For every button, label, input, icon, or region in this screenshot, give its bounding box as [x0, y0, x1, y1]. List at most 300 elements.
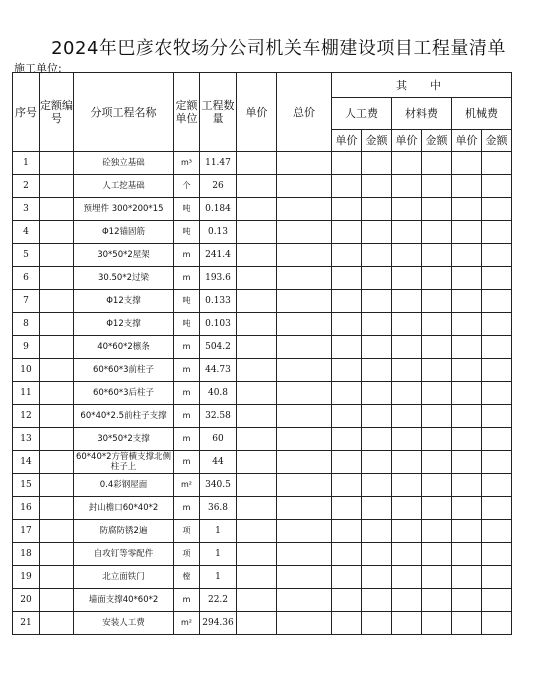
header-labor-price: 单价 [332, 130, 362, 152]
quota-no-cell [40, 497, 74, 520]
unit-cell: m [174, 244, 200, 267]
material-price-cell [392, 543, 422, 566]
unit-price-cell [237, 451, 277, 474]
machine-price-cell [452, 520, 482, 543]
material-price-cell [392, 428, 422, 451]
total-price-cell [277, 451, 332, 474]
machine-amount-cell [482, 451, 512, 474]
material-price-cell [392, 336, 422, 359]
material-price-cell [392, 589, 422, 612]
labor-price-cell [332, 428, 362, 451]
machine-amount-cell [482, 405, 512, 428]
machine-amount-cell [482, 497, 512, 520]
material-price-cell [392, 359, 422, 382]
seq-cell: 17 [13, 520, 40, 543]
unit-price-cell [237, 589, 277, 612]
material-amount-cell [422, 566, 452, 589]
labor-price-cell [332, 589, 362, 612]
seq-cell: 2 [13, 175, 40, 198]
seq-cell: 9 [13, 336, 40, 359]
total-price-cell [277, 566, 332, 589]
machine-amount-cell [482, 244, 512, 267]
quantity-cell: 241.4 [200, 244, 237, 267]
header-material-price: 单价 [392, 130, 422, 152]
machine-price-cell [452, 290, 482, 313]
labor-price-cell [332, 152, 362, 175]
material-price-cell [392, 267, 422, 290]
unit-cell: m³ [174, 152, 200, 175]
material-amount-cell [422, 451, 452, 474]
unit-price-cell [237, 267, 277, 290]
item-name-cell: 封山檐口60*40*2 [74, 497, 174, 520]
material-amount-cell [422, 290, 452, 313]
table-row [13, 543, 512, 566]
machine-price-cell [452, 451, 482, 474]
material-price-cell [392, 497, 422, 520]
header-unit-price: 单价 [237, 73, 277, 152]
unit-cell: m [174, 405, 200, 428]
machine-amount-cell [482, 290, 512, 313]
machine-price-cell [452, 543, 482, 566]
quantity-cell: 44.73 [200, 359, 237, 382]
item-name-cell: 60*40*2方管横支撑北侧柱子上 [74, 451, 174, 474]
header-of-which: 其 中 [332, 73, 512, 98]
unit-cell: 吨 [174, 313, 200, 336]
labor-amount-cell [362, 497, 392, 520]
unit-cell: m [174, 428, 200, 451]
table-row [13, 589, 512, 612]
table-row [13, 198, 512, 221]
labor-amount-cell [362, 589, 392, 612]
unit-price-cell [237, 520, 277, 543]
table-row [13, 382, 512, 405]
material-price-cell [392, 405, 422, 428]
unit-cell: 吨 [174, 221, 200, 244]
item-name-cell: 人工挖基础 [74, 175, 174, 198]
material-price-cell [392, 612, 422, 635]
material-amount-cell [422, 336, 452, 359]
quantity-cell: 1 [200, 543, 237, 566]
header-labor: 人工费 [332, 98, 392, 130]
seq-cell: 7 [13, 290, 40, 313]
quota-no-cell [40, 451, 74, 474]
total-price-cell [277, 382, 332, 405]
labor-price-cell [332, 520, 362, 543]
quota-no-cell [40, 313, 74, 336]
document-title: 2024年巴彦农牧场分公司机关车棚建设项目工程量清单 [51, 38, 506, 59]
quota-no-cell [40, 405, 74, 428]
quota-no-cell [40, 244, 74, 267]
unit-cell: m [174, 589, 200, 612]
quota-no-cell [40, 336, 74, 359]
machine-price-cell [452, 152, 482, 175]
material-amount-cell [422, 474, 452, 497]
seq-cell: 15 [13, 474, 40, 497]
seq-cell: 10 [13, 359, 40, 382]
machine-price-cell [452, 313, 482, 336]
material-price-cell [392, 313, 422, 336]
header-machine-amount: 金额 [482, 130, 512, 152]
labor-price-cell [332, 497, 362, 520]
labor-price-cell [332, 313, 362, 336]
material-amount-cell [422, 244, 452, 267]
labor-price-cell [332, 336, 362, 359]
labor-price-cell [332, 244, 362, 267]
seq-cell: 5 [13, 244, 40, 267]
machine-amount-cell [482, 152, 512, 175]
unit-price-cell [237, 428, 277, 451]
machine-amount-cell [482, 198, 512, 221]
seq-cell: 18 [13, 543, 40, 566]
total-price-cell [277, 175, 332, 198]
labor-amount-cell [362, 290, 392, 313]
header-seq: 序号 [13, 73, 40, 152]
labor-amount-cell [362, 612, 392, 635]
quantity-cell: 504.2 [200, 336, 237, 359]
unit-price-cell [237, 566, 277, 589]
quantity-cell: 340.5 [200, 474, 237, 497]
item-name-cell: 60*60*3前柱子 [74, 359, 174, 382]
quantity-cell: 294.36 [200, 612, 237, 635]
material-amount-cell [422, 543, 452, 566]
labor-price-cell [332, 451, 362, 474]
material-amount-cell [422, 497, 452, 520]
quota-no-cell [40, 221, 74, 244]
header-material: 材料费 [392, 98, 452, 130]
labor-price-cell [332, 267, 362, 290]
unit-price-cell [237, 359, 277, 382]
machine-price-cell [452, 612, 482, 635]
seq-cell: 21 [13, 612, 40, 635]
unit-cell: 项 [174, 520, 200, 543]
total-price-cell [277, 152, 332, 175]
item-name-cell: 40*60*2檩条 [74, 336, 174, 359]
material-price-cell [392, 198, 422, 221]
total-price-cell [277, 520, 332, 543]
table-row [13, 244, 512, 267]
labor-price-cell [332, 566, 362, 589]
quantity-cell: 0.103 [200, 313, 237, 336]
item-name-cell: Φ12支撑 [74, 290, 174, 313]
item-name-cell: 防腐防锈2遍 [74, 520, 174, 543]
quantity-cell: 22.2 [200, 589, 237, 612]
machine-price-cell [452, 244, 482, 267]
material-price-cell [392, 474, 422, 497]
total-price-cell [277, 612, 332, 635]
machine-price-cell [452, 267, 482, 290]
machine-amount-cell [482, 313, 512, 336]
unit-cell: 个 [174, 175, 200, 198]
unit-price-cell [237, 336, 277, 359]
total-price-cell [277, 359, 332, 382]
total-price-cell [277, 336, 332, 359]
table-row [13, 175, 512, 198]
item-name-cell: 自攻钉等零配件 [74, 543, 174, 566]
labor-price-cell [332, 198, 362, 221]
header-labor-amount: 金额 [362, 130, 392, 152]
header-machine: 机械费 [452, 98, 512, 130]
item-name-cell: 30*50*2支撑 [74, 428, 174, 451]
labor-amount-cell [362, 267, 392, 290]
item-name-cell: 60*60*3后柱子 [74, 382, 174, 405]
seq-cell: 12 [13, 405, 40, 428]
table-row [13, 336, 512, 359]
quota-no-cell [40, 543, 74, 566]
labor-amount-cell [362, 382, 392, 405]
unit-cell: m [174, 382, 200, 405]
unit-price-cell [237, 474, 277, 497]
labor-amount-cell [362, 543, 392, 566]
material-price-cell [392, 566, 422, 589]
quantity-cell: 60 [200, 428, 237, 451]
material-amount-cell [422, 428, 452, 451]
quota-no-cell [40, 566, 74, 589]
construction-unit-label: 施工单位: [14, 62, 62, 75]
quota-no-cell [40, 428, 74, 451]
table-row [13, 152, 512, 175]
material-price-cell [392, 290, 422, 313]
item-name-cell: 砼独立基础 [74, 152, 174, 175]
quantity-cell: 0.133 [200, 290, 237, 313]
machine-amount-cell [482, 336, 512, 359]
material-amount-cell [422, 221, 452, 244]
item-name-cell: Φ12支撑 [74, 313, 174, 336]
table-row [13, 405, 512, 428]
unit-cell: m² [174, 474, 200, 497]
material-price-cell [392, 175, 422, 198]
total-price-cell [277, 428, 332, 451]
labor-price-cell [332, 175, 362, 198]
unit-price-cell [237, 543, 277, 566]
seq-cell: 3 [13, 198, 40, 221]
machine-price-cell [452, 175, 482, 198]
machine-price-cell [452, 359, 482, 382]
quota-no-cell [40, 152, 74, 175]
labor-amount-cell [362, 405, 392, 428]
material-price-cell [392, 221, 422, 244]
machine-amount-cell [482, 520, 512, 543]
total-price-cell [277, 244, 332, 267]
material-amount-cell [422, 152, 452, 175]
unit-price-cell [237, 152, 277, 175]
total-price-cell [277, 221, 332, 244]
labor-amount-cell [362, 244, 392, 267]
labor-amount-cell [362, 152, 392, 175]
table-row [13, 313, 512, 336]
machine-price-cell [452, 405, 482, 428]
item-name-cell: 60*40*2.5前柱子支撑 [74, 405, 174, 428]
header-material-amount: 金额 [422, 130, 452, 152]
unit-cell: m [174, 497, 200, 520]
quantity-cell: 40.8 [200, 382, 237, 405]
machine-amount-cell [482, 566, 512, 589]
seq-cell: 20 [13, 589, 40, 612]
total-price-cell [277, 405, 332, 428]
quota-no-cell [40, 382, 74, 405]
machine-amount-cell [482, 428, 512, 451]
unit-price-cell [237, 612, 277, 635]
material-amount-cell [422, 313, 452, 336]
unit-cell: 樘 [174, 566, 200, 589]
seq-cell: 14 [13, 451, 40, 474]
header-quantity: 工程数量 [200, 73, 237, 152]
material-amount-cell [422, 612, 452, 635]
unit-cell: m [174, 267, 200, 290]
unit-price-cell [237, 244, 277, 267]
unit-price-cell [237, 221, 277, 244]
table-row [13, 428, 512, 451]
header-total-price: 总价 [277, 73, 332, 152]
labor-amount-cell [362, 175, 392, 198]
header-item-name: 分项工程名称 [74, 73, 174, 152]
table-row [13, 221, 512, 244]
table-row [13, 359, 512, 382]
quantity-cell: 26 [200, 175, 237, 198]
labor-price-cell [332, 382, 362, 405]
total-price-cell [277, 474, 332, 497]
quota-no-cell [40, 198, 74, 221]
labor-price-cell [332, 405, 362, 428]
quantity-cell: 1 [200, 520, 237, 543]
unit-cell: 项 [174, 543, 200, 566]
seq-cell: 11 [13, 382, 40, 405]
table-row [13, 474, 512, 497]
item-name-cell: 预埋件 300*200*15 [74, 198, 174, 221]
quantity-cell: 32.58 [200, 405, 237, 428]
quantity-cell: 1 [200, 566, 237, 589]
item-name-cell: 北立面铁门 [74, 566, 174, 589]
unit-cell: m [174, 451, 200, 474]
seq-cell: 8 [13, 313, 40, 336]
quota-no-cell [40, 474, 74, 497]
unit-price-cell [237, 290, 277, 313]
machine-price-cell [452, 336, 482, 359]
quantity-cell: 0.184 [200, 198, 237, 221]
material-amount-cell [422, 520, 452, 543]
seq-cell: 4 [13, 221, 40, 244]
total-price-cell [277, 267, 332, 290]
quantity-cell: 0.13 [200, 221, 237, 244]
labor-price-cell [332, 474, 362, 497]
quantity-cell: 36.8 [200, 497, 237, 520]
item-name-cell: 安装人工费 [74, 612, 174, 635]
labor-amount-cell [362, 566, 392, 589]
unit-cell: m [174, 359, 200, 382]
machine-price-cell [452, 497, 482, 520]
quota-no-cell [40, 290, 74, 313]
material-amount-cell [422, 267, 452, 290]
material-amount-cell [422, 175, 452, 198]
unit-price-cell [237, 198, 277, 221]
header-quota-no: 定额编号 [40, 73, 74, 152]
total-price-cell [277, 198, 332, 221]
seq-cell: 16 [13, 497, 40, 520]
quota-no-cell [40, 175, 74, 198]
unit-price-cell [237, 175, 277, 198]
table-row [13, 520, 512, 543]
unit-cell: m² [174, 612, 200, 635]
machine-amount-cell [482, 612, 512, 635]
item-name-cell: 0.4彩钢屋面 [74, 474, 174, 497]
table-row [13, 267, 512, 290]
seq-cell: 19 [13, 566, 40, 589]
unit-cell: 吨 [174, 290, 200, 313]
unit-price-cell [237, 382, 277, 405]
machine-price-cell [452, 474, 482, 497]
quota-no-cell [40, 520, 74, 543]
total-price-cell [277, 589, 332, 612]
machine-price-cell [452, 428, 482, 451]
table-row [13, 566, 512, 589]
material-amount-cell [422, 405, 452, 428]
table-row [13, 612, 512, 635]
item-name-cell: 墙面支撑40*60*2 [74, 589, 174, 612]
quota-no-cell [40, 589, 74, 612]
unit-price-cell [237, 497, 277, 520]
item-name-cell: 30*50*2屋架 [74, 244, 174, 267]
machine-amount-cell [482, 221, 512, 244]
machine-price-cell [452, 566, 482, 589]
quantity-cell: 11.47 [200, 152, 237, 175]
machine-price-cell [452, 198, 482, 221]
seq-cell: 13 [13, 428, 40, 451]
machine-price-cell [452, 589, 482, 612]
total-price-cell [277, 497, 332, 520]
quota-no-cell [40, 267, 74, 290]
table-row [13, 290, 512, 313]
item-name-cell: Φ12锚固筋 [74, 221, 174, 244]
material-price-cell [392, 152, 422, 175]
unit-price-cell [237, 405, 277, 428]
unit-cell: m [174, 336, 200, 359]
seq-cell: 6 [13, 267, 40, 290]
material-price-cell [392, 451, 422, 474]
item-name-cell: 30.50*2过梁 [74, 267, 174, 290]
bill-of-quantities-table [12, 72, 512, 635]
table-row [13, 497, 512, 520]
quota-no-cell [40, 612, 74, 635]
machine-amount-cell [482, 474, 512, 497]
unit-cell: 吨 [174, 198, 200, 221]
header-quota-unit: 定额单位 [174, 73, 200, 152]
labor-price-cell [332, 543, 362, 566]
material-amount-cell [422, 359, 452, 382]
table-row [13, 451, 512, 474]
labor-amount-cell [362, 428, 392, 451]
total-price-cell [277, 290, 332, 313]
material-price-cell [392, 244, 422, 267]
machine-amount-cell [482, 359, 512, 382]
machine-amount-cell [482, 175, 512, 198]
labor-amount-cell [362, 451, 392, 474]
quantity-cell: 193.6 [200, 267, 237, 290]
seq-cell: 1 [13, 152, 40, 175]
total-price-cell [277, 313, 332, 336]
quantity-cell: 44 [200, 451, 237, 474]
labor-amount-cell [362, 520, 392, 543]
unit-price-cell [237, 313, 277, 336]
total-price-cell [277, 543, 332, 566]
material-price-cell [392, 520, 422, 543]
machine-price-cell [452, 221, 482, 244]
material-price-cell [392, 382, 422, 405]
machine-amount-cell [482, 267, 512, 290]
labor-price-cell [332, 290, 362, 313]
labor-amount-cell [362, 198, 392, 221]
labor-amount-cell [362, 221, 392, 244]
machine-price-cell [452, 382, 482, 405]
labor-amount-cell [362, 336, 392, 359]
